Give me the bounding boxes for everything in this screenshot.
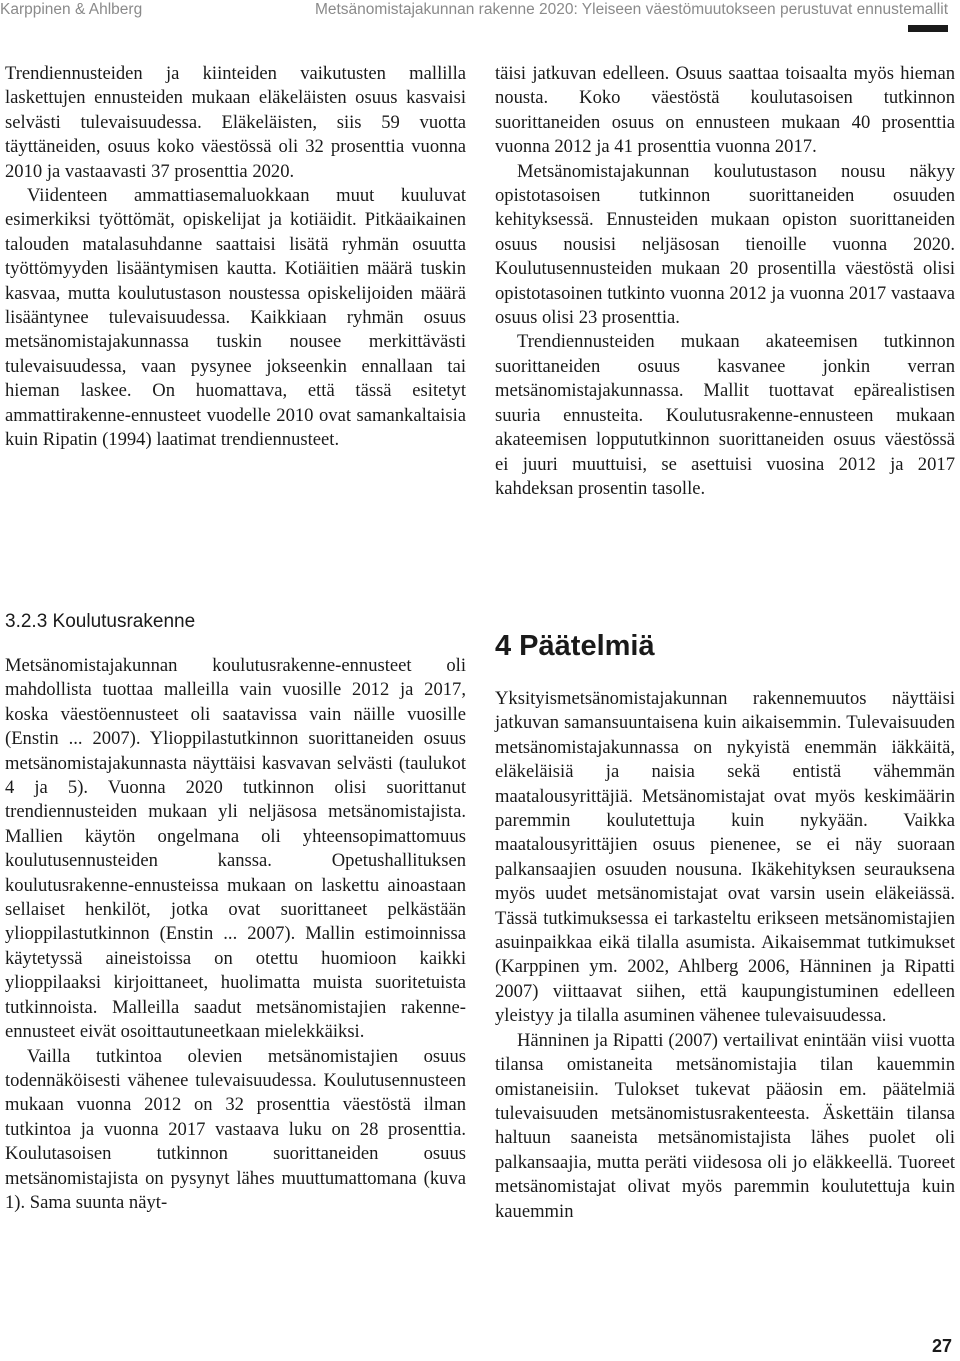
paragraph: Yksityismetsänomistajakunnan rakennemuutos näyttäisi jatkuvan samansuuntaisena kuin aikaisemmin. Tulevaisuuden metsänomistajakunnassa on nykyistä enemmän iäkkäitä, eläkeläisiä ja naisia sekä entistä vähemmän maatalousyrittäjiä. Metsänomistajat ovat myös keskimäärin paremmin koulutettuja kuin nykyään. Vaikka maatalousyrittäjien osuus pienenee, se ei näy suoraan palkansaajien osuuden nousuna. Ikäkehityksen seurauksena myös uudet metsänomistajat ovat varsin usein eläkeiässä. Tässä tutkimuksessa ei tarkasteltu erikseen metsänomistajien asuinpaikkaa eikä tilalla asumista. Aikaisemmat tutkimukset (Karppinen ym. 2002, Ahlberg 2006, Hänninen ja Ripatti 2007) viittaavat siihen, että kaupungistuminen edelleen yleistyy ja tilalla asuminen vähenee tulevaisuudessa. <box>495 688 955 1027</box>
page-number: 27 <box>931 1336 952 1356</box>
paragraph: Metsänomistajakunnan koulutustason nousu näkyy opistotasoisen tutkinnon suorittaneiden osuuden kehityksessä. Ennusteiden mukaan opiston suorittaneiden osuus nousisi neljäsosan tienoille vuonna 2020. Koulutusennusteiden mukaan 20 prosentilla väestöstä olisi opistotasoinen tutkinto vuonna 2012 ja vuonna 2017 vastaava osuus olisi 23 prosenttia. <box>495 160 955 329</box>
paragraph: Vailla tutkintoa olevien metsänomistajien osuus todennäköisesti vähenee tulevaisuudessa. Koulutusennusteen mukaan vuonna 2012 on 32 prosenttia väestöstä ilman tutkintoa ja vuonna 2017 vastaava luku on 28 prosenttia. Koulutasoisen tutkinnon suorittaneiden osuus metsänomistajista on pysynyt lähes muuttumattomana (kuva 1). Sama suunta näyt- <box>5 1045 466 1213</box>
column-right-top <box>495 62 955 501</box>
paragraph: täisi jatkuvan edelleen. Osuus saattaa toisaalta myös hieman nousta. Koko väestöstä koulutasoisen tutkinnon suorittaneiden osuus on ennusteen mukaan 40 prosenttia vuonna 2012 ja 41 prosenttia vuonna 2017. <box>495 63 955 158</box>
header-authors: Karppinen & Ahlberg <box>0 1 143 18</box>
column-left-bottom <box>5 610 466 1215</box>
chapter-heading: 4 Päätelmiä <box>495 630 655 662</box>
header-bar <box>908 25 948 32</box>
header-title: Metsänomistajakunnan rakenne 2020: Yleiseen väestömuutokseen perustuvat ennustemallit <box>314 1 948 18</box>
column-left-top <box>5 62 466 453</box>
section-heading: 3.2.3 Koulutusrakenne <box>5 611 196 632</box>
paragraph: Trendiennusteiden mukaan akateemisen tutkinnon suorittaneiden osuus kasvanee jonkin verran metsänomistajakunnassa. Mallit tuottavat epärealistisen suuria ennusteita. Koulutusrakenne-ennusteen mukaan akateemisen loppututkinnon suorittaneiden osuus väestössä ei juuri muuttuisi, se asettuisi vuosina 2012 ja 2017 kahdeksan prosentin tasolle. <box>495 331 955 499</box>
running-header <box>0 0 960 30</box>
paragraph: Metsänomistajakunnan koulutusrakenne-ennusteet oli mahdollista tuottaa malleilla vain vuosille 2012 ja 2017, koska väestöennusteet oli saatavissa vain näille vuosille (Enstin ... 2007). Ylioppilastutkinnon suorittaneiden osuus metsänomistajakunnasta näyttäisi kasvavan selvästi (taulukot 4 ja 5). Vuonna 2020 tutkinnon olisi suorittanut trendiennusteiden mukaan yli neljäsosa metsänomistajista. Mallien käytön ongelmana oli yhteensopimattomuus koulutusennusteiden kanssa. Opetushallituksen koulutusrakenne-ennusteissa mukaan on laskettu ainoastaan sellaiset henkilöt, jotka ovat suorittaneet pelkästään ylioppilastutkinnon (Enstin ... 2007). Mallin estimoinnissa käytetyssä aineistoissa on otettu huomioon kaikki ylioppilaaksi kirjoittaneet, huolimatta muista suoritetuista tutkinnoista. Malleilla saadut metsänomistajien rakenne-ennusteet eivät osoittautuneetkaan mielekkäiksi. <box>5 655 466 1043</box>
paragraph: Hänninen ja Ripatti (2007) vertailivat enintään viisi vuotta tilansa omistaneita metsänomistajia tilan kauemmin omistaneisiin. Tulokset tukevat pääosin em. päätelmiä tulevaisuuden metsänomistusrakenteesta. Äskettäin tilansa haltuun saaneista metsänomistajista lähes puolet oli palkansaajia, mutta peräti viidesosa oli jo eläkkeellä. Tuoreet metsänomistajat olivat myös paremmin koulutettuja kuin kauemmin <box>495 1029 955 1222</box>
paragraph: Trendiennusteiden ja kiinteiden vaikutusten mallilla laskettujen ennusteiden mukaan eläkeläisten osuus kasvaisi selvästi tulevaisuudessa. Eläkeläisten, siis 59 vuotta täyttäneiden, osuus koko väestössä oli 32 prosenttia vuonna 2010 ja vastaavasti 37 prosenttia 2020. <box>5 63 466 182</box>
paragraph: Viidenteen ammattiasemaluokkaan muut kuuluvat esimerkiksi työttömät, opiskelijat ja kotiäidit. Pitkäaikainen talouden matalasuhdanne saattaisi lisätä ryhmän osuutta työttömyyden lisääntymisen kautta. Kotiäitien määrä tuskin kasvaa, mutta koulutustason noustessa opiskelijoiden määrä lisääntynee tulevaisuudessa. Kaikkiaan ryhmän osuus metsänomistajakunnassa tuskin nousee merkittävästi tulevaisuudessa, vaan pysynee jokseenkin ennallaan tai hieman laskee. On huomattava, että tässä esitetyt ammattirakenne-ennusteet vuodelle 2010 ovat samankaltaisia kuin Ripatin (1994) laatimat trendiennusteet. <box>5 185 466 451</box>
column-right-bottom <box>495 628 955 1224</box>
